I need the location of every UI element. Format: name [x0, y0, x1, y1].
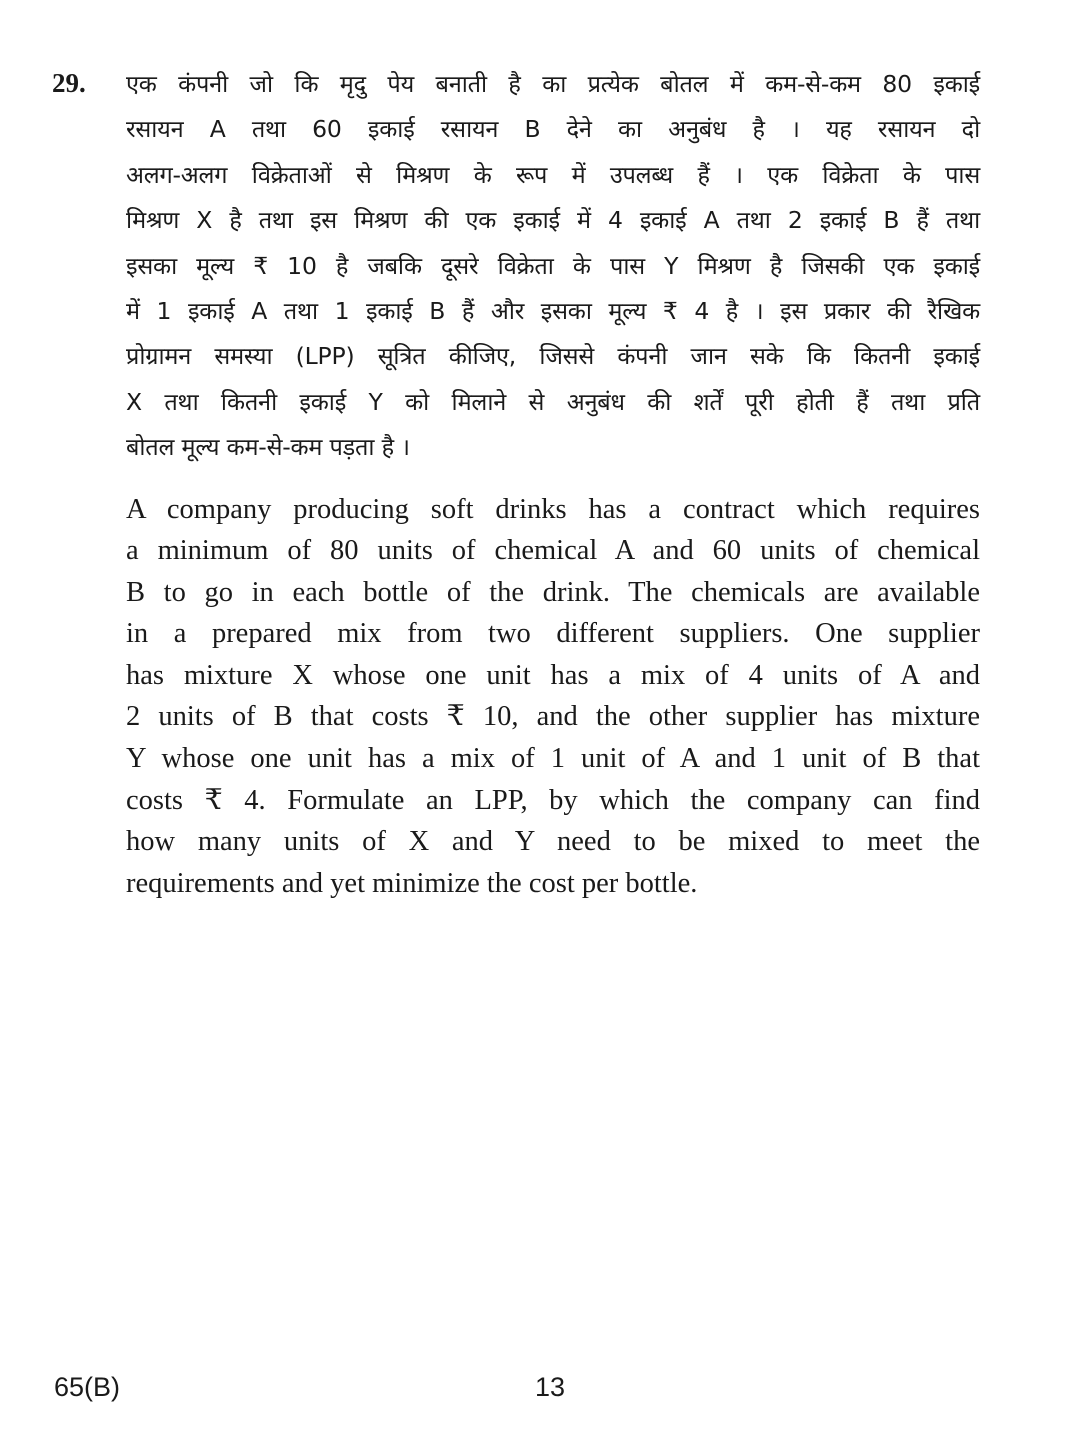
- hindi-line: इसका मूल्य ₹ 10 है जबकि दूसरे विक्रेता के पास Y मिश्रण है जिसकी एक इकाई: [126, 251, 980, 280]
- hindi-line: में 1 इकाई A तथा 1 इकाई B हैं और इसका मूल्य ₹ 4 है । इस प्रकार की रैखिक: [126, 296, 980, 325]
- english-line: in a prepared mix from two different suppliers. One supplier: [126, 618, 980, 650]
- hindi-line: रसायन A तथा 60 इकाई रसायन B देने का अनुबंध है । यह रसायन दो: [126, 115, 980, 144]
- english-line: has mixture X whose one unit has a mix of 4 units of A and: [126, 659, 980, 691]
- english-line: Y whose one unit has a mix of 1 unit of A and 1 unit of B that: [126, 743, 980, 775]
- hindi-line: X तथा कितनी इकाई Y को मिलाने से अनुबंध की शर्तें पूरी होती हैं तथा प्रति: [126, 387, 980, 416]
- english-line: how many units of X and Y need to be mixed to meet the: [126, 826, 980, 858]
- question-29: [52, 62, 980, 904]
- english-line: B to go in each bottle of the drink. The chemicals are available: [126, 576, 980, 608]
- paper-code: 65(B): [54, 1372, 121, 1402]
- english-line: a minimum of 80 units of chemical A and 60 units of chemical: [126, 535, 980, 567]
- hindi-paragraph: [126, 62, 980, 471]
- hindi-line: मिश्रण X है तथा इस मिश्रण की एक इकाई में 4 इकाई A तथा 2 इकाई B हैं तथा: [126, 206, 980, 235]
- english-line: 2 units of B that costs ₹ 10, and the other supplier has mixture: [126, 701, 980, 733]
- question-number: 29.: [52, 68, 86, 98]
- english-line: A company producing soft drinks has a contract which requires: [126, 493, 980, 525]
- hindi-line: अलग-अलग विक्रेताओं से मिश्रण के रूप में उपलब्ध हैं । एक विक्रेता के पास: [126, 160, 980, 189]
- english-line: requirements and yet minimize the cost per bottle.: [126, 867, 698, 899]
- english-paragraph: [126, 489, 980, 905]
- hindi-line: बोतल मूल्य कम-से-कम पड़ता है ।: [126, 433, 410, 462]
- question-body: [126, 62, 980, 904]
- hindi-line: एक कंपनी जो कि मृदु पेय बनाती है का प्रत्येक बोतल में कम-से-कम 80 इकाई: [126, 70, 980, 98]
- page-number: 13: [534, 1372, 566, 1402]
- hindi-line: प्रोग्रामन समस्या (LPP) सूत्रित कीजिए, जिससे कंपनी जान सके कि कितनी इकाई: [126, 342, 980, 371]
- english-line: costs ₹ 4. Formulate an LPP, by which the company can find: [126, 784, 980, 816]
